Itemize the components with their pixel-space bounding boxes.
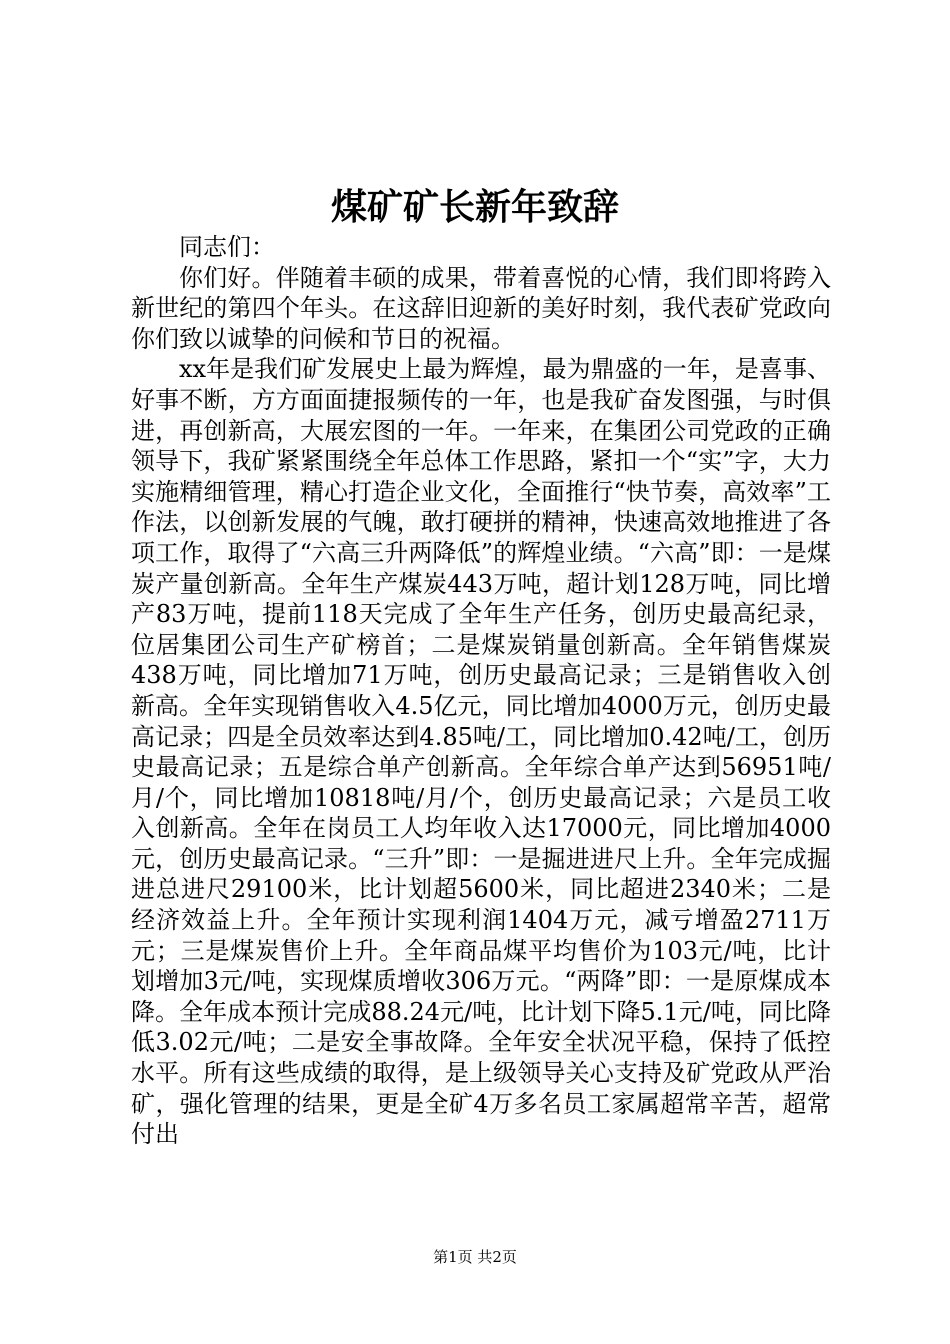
document-body — [131, 232, 831, 1150]
document-title: 煤矿矿长新年致辞 — [330, 186, 619, 228]
paragraph-greeting: 你们好。伴随着丰硕的成果，带着喜悦的心情，我们即将跨入新世纪的第四个年头。在这辞旧迎新的美好时刻，我代表矿党政向你们致以诚挚的问候和节日的祝福。 — [131, 263, 831, 353]
page-number-footer: 第1页 共2页 — [433, 1248, 517, 1266]
salutation: 同志们： — [179, 233, 275, 261]
paragraph-achievements: xx年是我们矿发展史上最为辉煌，最为鼎盛的一年，是喜事、好事不断，方方面面捷报频传的一年，也是我矿奋发图强，与时俱进，再创新高，大展宏图的一年。一年来，在集团公司党政的正确领导下，我矿紧紧围绕全年总体工作思路，紧扣一个“实”字，大力实施精细管理，精心打造企业文化，全面推行“快节奏，高效率”工作法，以创新发展的气魄，敢打硬拼的精神，快速高效地推进了各项工作，取得了“六高三升两降低”的辉煌业绩。“六高”即：一是煤炭产量创新高。全年生产煤炭443万吨，超计划128万吨，同比增产83万吨，提前118天完成了全年生产任务，创历史最高纪录，位居集团公司生产矿榜首；二是煤炭销量创新高。全年销售煤炭438万吨，同比增加71万吨，创历史最高记录；三是销售收入创新高。全年实现销售收入4.5亿元，同比增加4000万元，创历史最高记录；四是全员效率达到4.85吨/工，同比增加0.42吨/工，创历史最高记录；五是综合单产创新高。全年综合单产达到56951吨/月/个，同比增加10818吨/月/个，创历史最高记录；六是员工收入创新高。全年在岗员工人均年收入达17000元，同比增加4000元，创历史最高记录。“三升”即：一是掘进进尺上升。全年完成掘进总进尺29100米，比计划超5600米，同比超进2340米；二是经济效益上升。全年预计实现利润1404万元，减亏增盈2711万元；三是煤炭售价上升。全年商品煤平均售价为103元/吨，比计划增加3元/吨，实现煤质增收306万元。“两降”即：一是原煤成本降。全年成本预计完成88.24元/吨，比计划下降5.1元/吨，同比降低3.02元/吨；二是安全事故降。全年安全状况平稳，保持了低控水平。所有这些成绩的取得，是上级领导关心支持及矿党政从严治矿，强化管理的结果，更是全矿4万多名员工家属超常辛苦，超常付出 — [131, 355, 831, 1149]
